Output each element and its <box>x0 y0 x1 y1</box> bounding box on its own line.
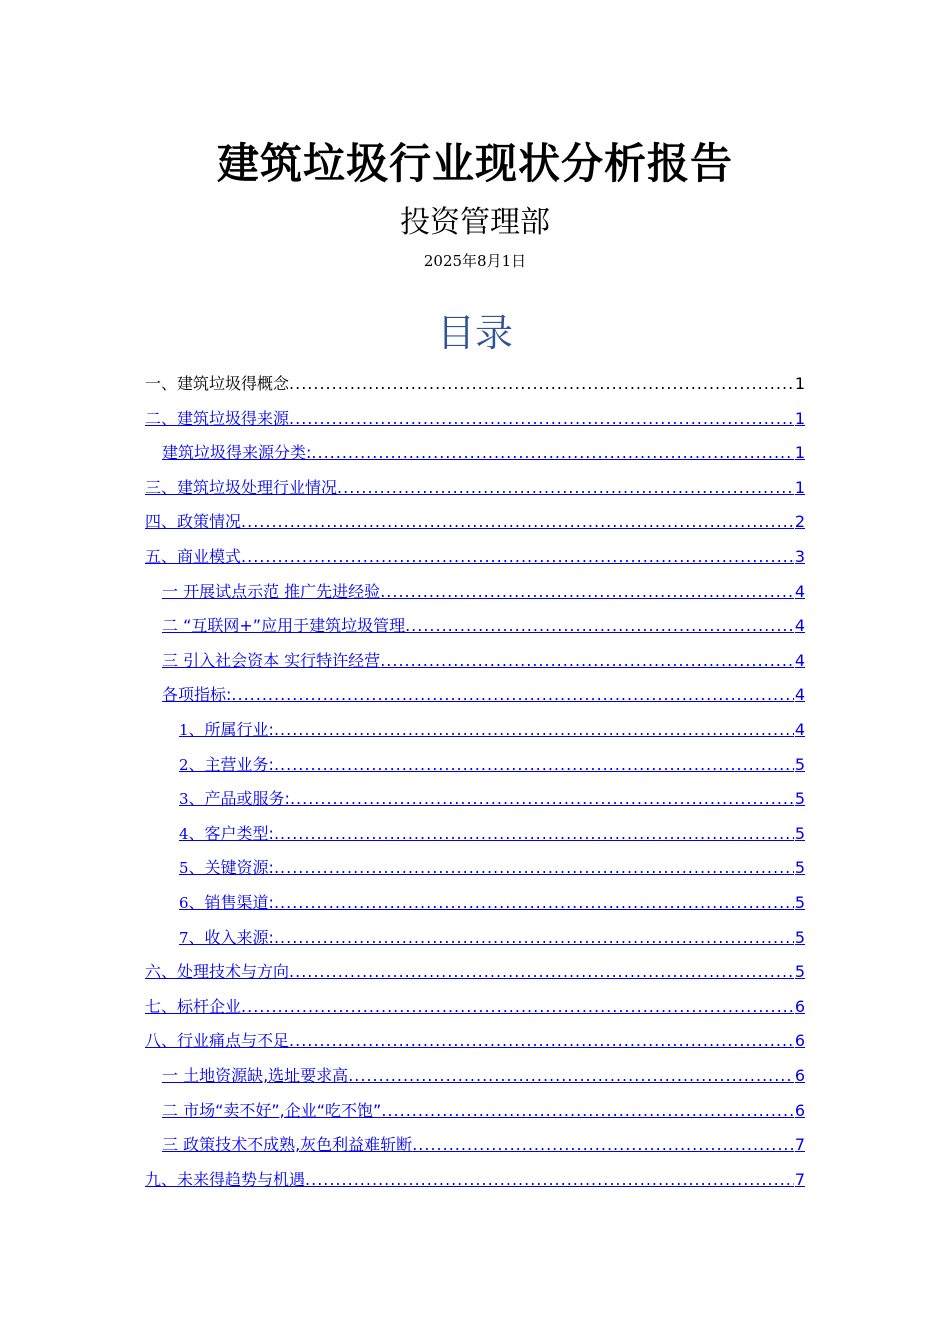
toc-entry-label: 建筑垃圾得来源分类: <box>162 443 312 463</box>
toc-entry-title <box>145 1031 289 1051</box>
toc-page-number: 1 <box>794 443 805 463</box>
toc-entry[interactable] <box>145 1166 805 1190</box>
dot-leader <box>231 685 793 705</box>
toc-entry[interactable] <box>145 508 805 532</box>
dot-leader <box>274 755 794 775</box>
toc-entry-title <box>179 858 274 878</box>
dot-leader <box>305 1170 794 1190</box>
toc-entry-number: 3 <box>179 790 189 809</box>
toc-page-number: 5 <box>794 927 805 947</box>
toc-entry-title <box>179 720 274 740</box>
toc-page-number: 5 <box>794 962 805 982</box>
toc-page-number: 1 <box>794 408 805 428</box>
dot-leader <box>241 997 794 1017</box>
toc-entry-title <box>179 824 274 844</box>
document-date: 2025年8月1日 <box>423 252 527 270</box>
dot-leader <box>274 720 794 740</box>
toc-entry-number: 1 <box>179 721 189 739</box>
toc-entry-label: 七、标杆企业 <box>145 996 242 1016</box>
toc-page-number: 4 <box>794 616 805 636</box>
toc-entry-label: 、销售渠道: <box>188 893 274 912</box>
toc-entry[interactable] <box>145 474 805 498</box>
toc-entry-title <box>145 997 241 1017</box>
toc-entry-label: 五、商业模式 <box>145 547 242 566</box>
toc-entry-label: 三、建筑垃圾处理行业情况 <box>145 477 338 497</box>
dot-leader <box>380 582 794 602</box>
toc-page-number: 6 <box>794 1100 805 1120</box>
dot-leader <box>348 1066 794 1086</box>
toc-entry-title <box>145 512 241 532</box>
toc-entry-title <box>145 478 337 498</box>
toc-entry-title <box>179 755 274 775</box>
toc-entry[interactable] <box>145 1027 805 1051</box>
toc-page-number: 4 <box>794 581 805 601</box>
toc-entry[interactable] <box>162 578 805 602</box>
dot-leader <box>289 962 794 982</box>
dot-leader <box>241 512 794 532</box>
toc-entry-label: 二 市场“卖不好”,企业“吃不饱” <box>162 1100 382 1120</box>
toc-entry[interactable] <box>162 1097 805 1121</box>
toc-entry[interactable] <box>162 612 805 636</box>
dot-leader <box>290 789 794 809</box>
toc-entry-label: 八、行业痛点与不足 <box>145 1031 290 1051</box>
toc-entry[interactable] <box>145 993 805 1017</box>
dot-leader <box>412 1135 794 1155</box>
toc-entry-label: 、客户类型: <box>188 823 274 843</box>
dot-leader <box>241 547 794 567</box>
toc-page-number: 4 <box>794 720 805 739</box>
toc-entry-title <box>162 685 231 705</box>
toc-entry-title <box>145 409 289 429</box>
toc-page-number: 6 <box>794 996 805 1016</box>
toc-entry-number: 7 <box>179 928 189 947</box>
toc-entry-title <box>162 651 380 671</box>
toc-entry-number: 4 <box>179 824 189 843</box>
toc-page-number: 6 <box>794 1066 805 1085</box>
toc-page-number: 4 <box>794 650 805 670</box>
toc-entry-title <box>179 789 290 809</box>
toc-entry[interactable] <box>162 647 805 671</box>
toc-entry-title <box>162 616 405 636</box>
toc-entry-label: 、所属行业: <box>188 720 274 739</box>
toc-entry[interactable] <box>145 958 805 982</box>
toc-entry[interactable] <box>179 751 805 775</box>
toc-entry-label: 、关键资源: <box>188 858 274 878</box>
toc-entry[interactable] <box>145 543 805 567</box>
toc-page-number: 5 <box>794 823 805 843</box>
toc-entry[interactable] <box>179 924 805 948</box>
toc-entry[interactable] <box>179 889 805 913</box>
document-title: 建筑垃圾行业现状分析报告 <box>216 139 733 188</box>
toc-entry-number: 5 <box>179 859 189 878</box>
toc-entry-title <box>179 928 274 948</box>
toc-entry-title <box>162 443 311 463</box>
toc-entry[interactable] <box>179 854 805 878</box>
toc-entry-label: 、主营业务: <box>188 754 274 774</box>
toc-entry-title <box>162 582 380 602</box>
toc-page-number: 1 <box>794 477 805 497</box>
toc-page-number: 4 <box>794 685 805 705</box>
toc-entry-label: 一、建筑垃圾得概念 <box>145 374 290 393</box>
toc-entry[interactable] <box>179 716 805 740</box>
dot-leader <box>311 443 793 463</box>
toc-entry[interactable] <box>162 439 805 463</box>
dot-leader <box>337 478 794 498</box>
toc-entry-label: 各项指标: <box>162 685 232 705</box>
toc-entry-label: 二 “互联网+”应用于建筑垃圾管理 <box>162 616 406 636</box>
dot-leader <box>380 651 794 671</box>
toc-entry-label: 四、政策情况 <box>145 512 242 532</box>
dot-leader <box>274 893 794 913</box>
toc-entry-label: 、产品或服务: <box>188 789 290 809</box>
toc-entry-title <box>145 1170 305 1190</box>
toc-entry-title <box>179 893 274 913</box>
toc-entry[interactable] <box>179 785 805 809</box>
department-name: 投资管理部 <box>400 205 550 240</box>
toc-entry-label: 六、处理技术与方向 <box>145 962 290 982</box>
toc-entry <box>145 370 805 394</box>
toc-page-number: 5 <box>794 893 805 912</box>
toc-entry[interactable] <box>162 1062 805 1086</box>
dot-leader <box>289 374 794 394</box>
toc-heading: 目录 <box>436 311 513 355</box>
toc-entry-title <box>145 547 241 567</box>
toc-page-number: 6 <box>794 1031 805 1051</box>
toc-entry-number: 2 <box>179 755 189 774</box>
toc-entry-label: 三 引入社会资本 实行特许经营 <box>162 650 381 670</box>
dot-leader <box>289 1031 794 1051</box>
toc-entry[interactable] <box>145 405 805 429</box>
dot-leader <box>289 409 794 429</box>
toc-entry-title <box>145 374 289 394</box>
toc-entry-title <box>162 1101 381 1121</box>
toc-entry-title <box>162 1135 412 1155</box>
toc-entry-label: 三 政策技术不成熟,灰色利益难斩断 <box>162 1135 413 1155</box>
toc-page-number: 5 <box>794 789 805 809</box>
toc-entry-label: 一 开展试点示范 推广先进经验 <box>162 581 381 601</box>
toc-page-number: 7 <box>794 1135 805 1155</box>
toc-page-number: 2 <box>794 512 805 532</box>
dot-leader <box>405 616 794 636</box>
dot-leader <box>381 1101 793 1121</box>
dot-leader <box>274 858 794 878</box>
dot-leader <box>274 824 794 844</box>
toc-page-number: 7 <box>794 1169 805 1189</box>
toc-entry[interactable] <box>179 820 805 844</box>
toc-page-number: 5 <box>794 754 805 774</box>
toc-page-number: 3 <box>794 547 805 566</box>
toc-entry-title <box>162 1066 348 1086</box>
toc-entry-title <box>145 962 289 982</box>
toc-entry-label: 、收入来源: <box>188 927 274 947</box>
toc-entry-number: 6 <box>179 894 189 912</box>
toc-entry-label: 一 土地资源缺,选址要求高 <box>162 1066 349 1085</box>
toc-page-number: 1 <box>794 374 805 393</box>
toc-entry[interactable] <box>162 681 805 705</box>
toc-entry-label: 二、建筑垃圾得来源 <box>145 408 290 428</box>
dot-leader <box>274 928 794 948</box>
toc-entry-label: 九、未来得趋势与机遇 <box>145 1169 306 1189</box>
toc-entry[interactable] <box>162 1131 805 1155</box>
toc-page-number: 5 <box>794 858 805 878</box>
